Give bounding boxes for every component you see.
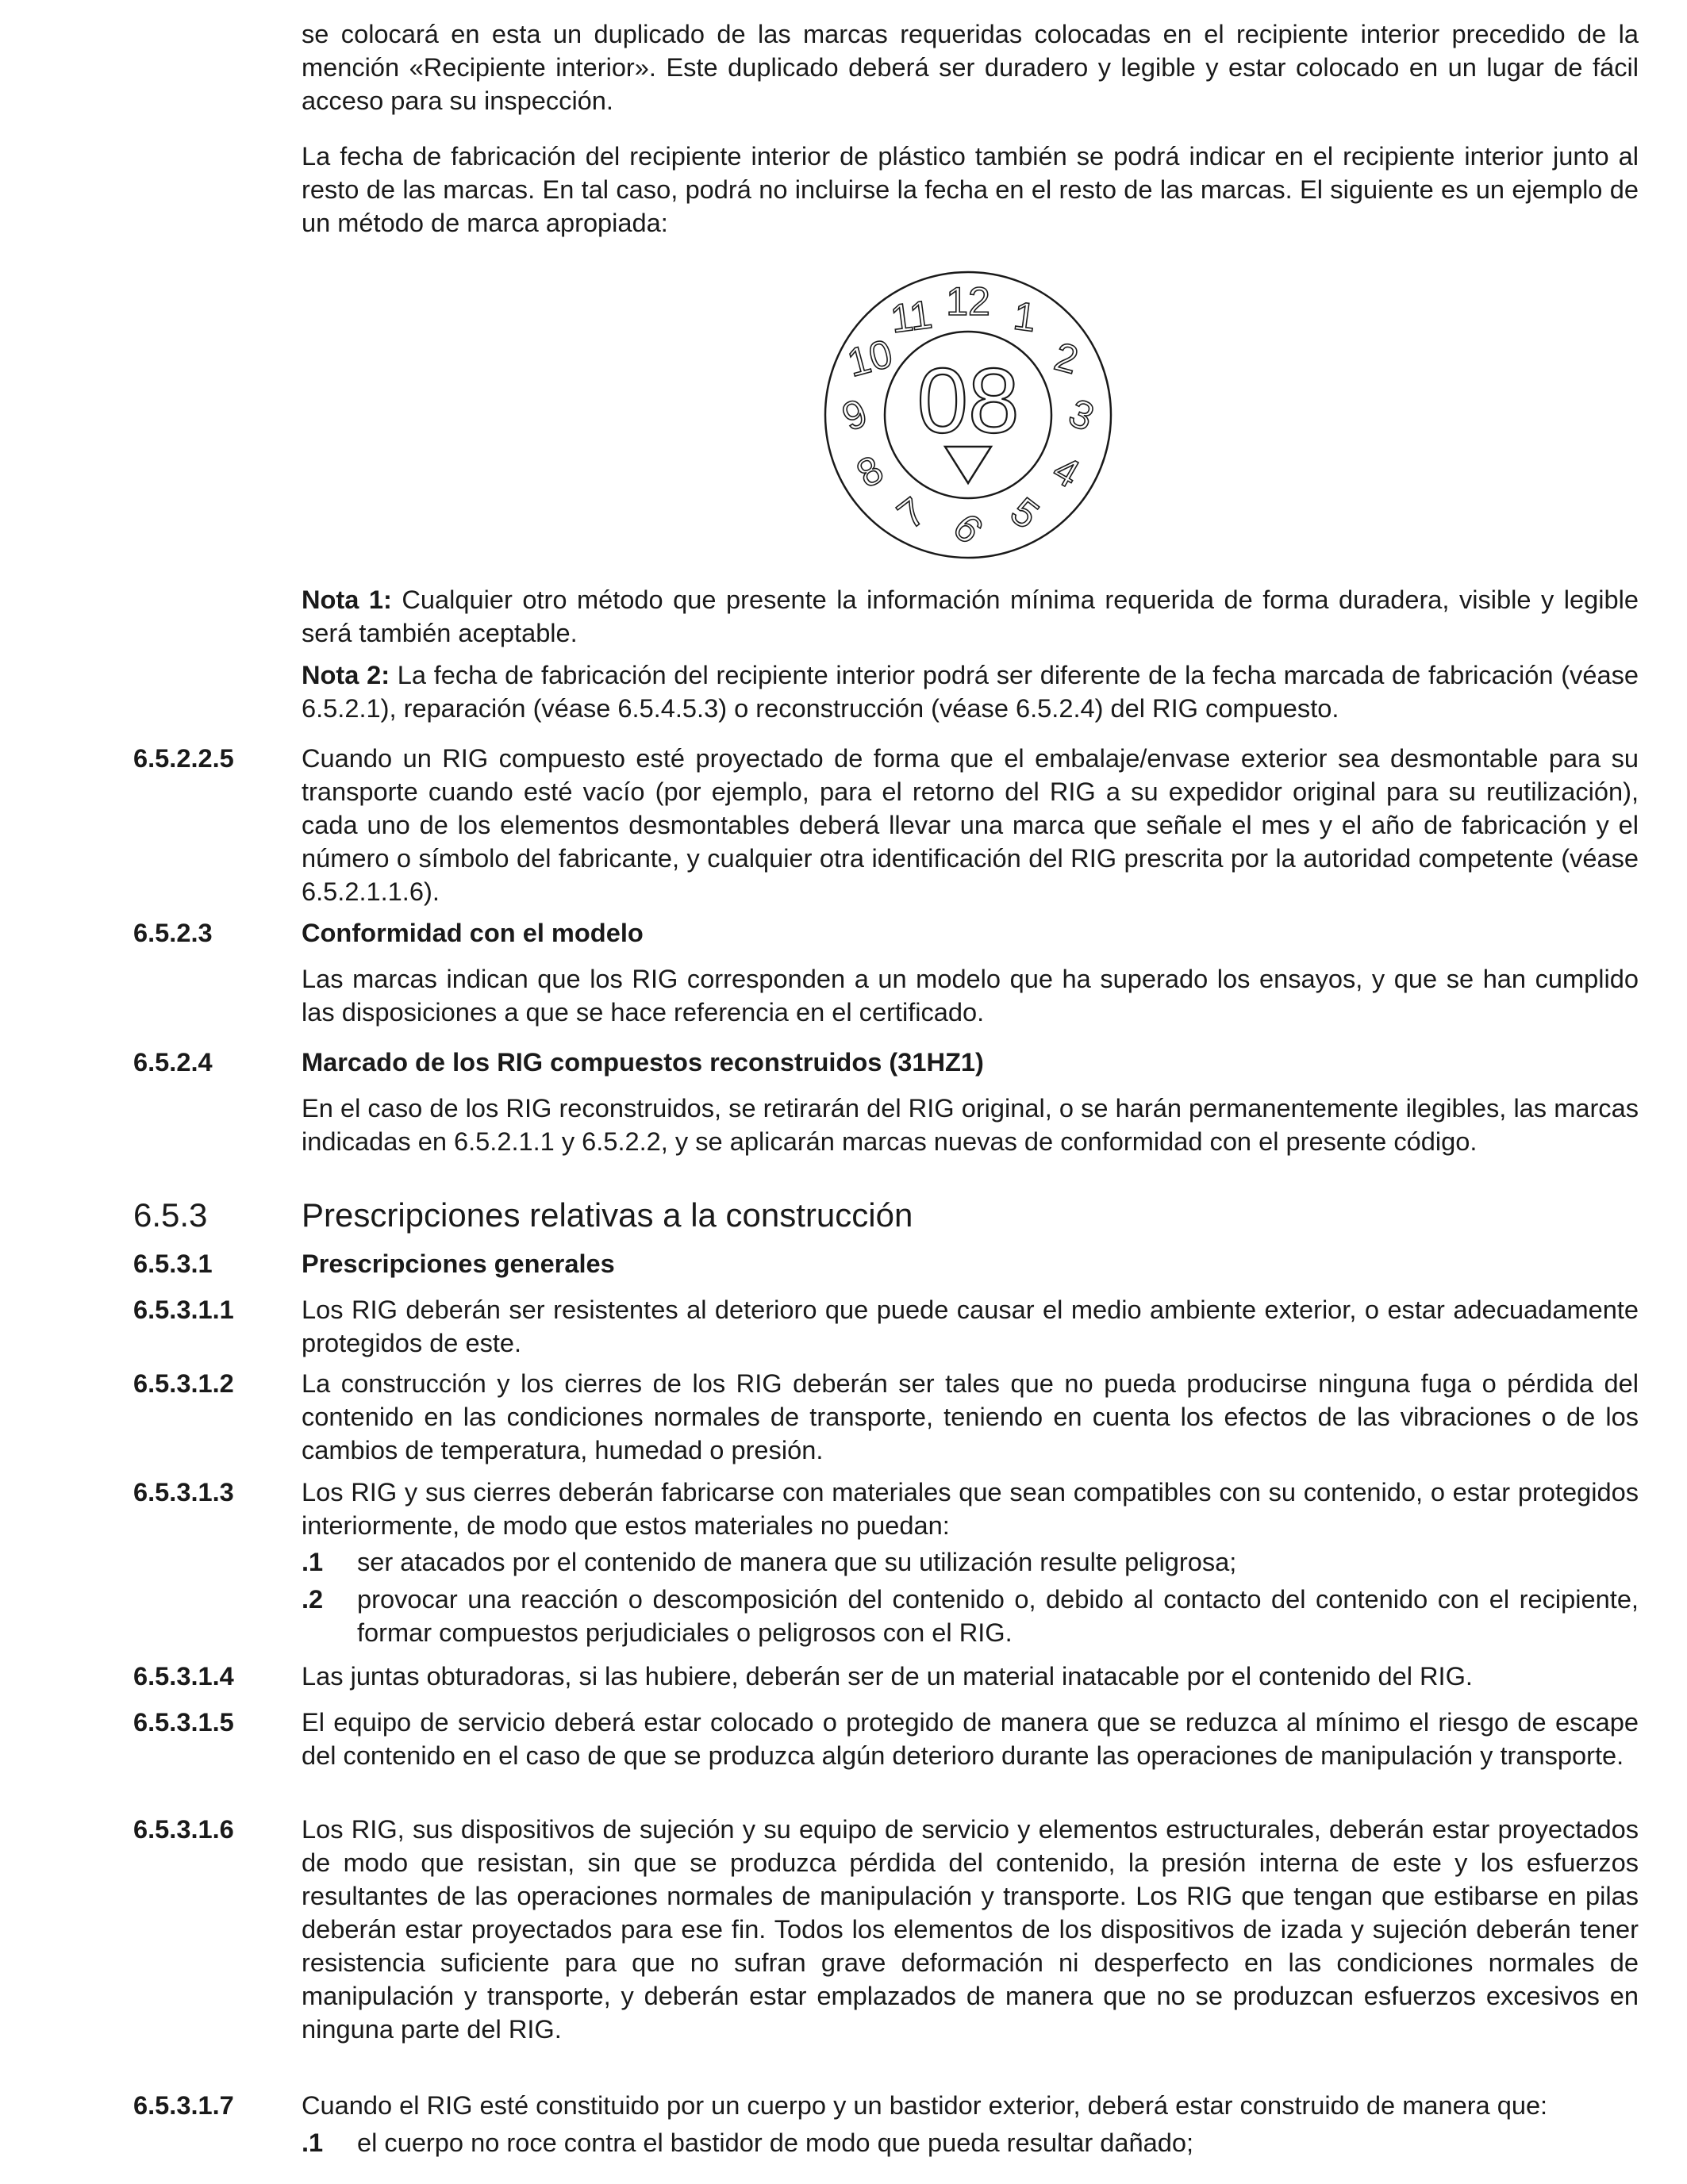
section-number: 6.5.3.1.3 [133,1477,234,1507]
section-number: 6.5.2.2.5 [133,743,234,773]
section-text: Cuando el RIG esté constituido por un cuerpo y un bastidor exterior, deberá estar construido de manera que: [302,2090,1548,2120]
section-text: El equipo de servicio deberá estar colocado o protegido de manera que se reduzca al mínimo el riesgo de escape del contenido en el caso de que se produzca algún deterioro durante las operaciones de manipulación y transporte. [302,1707,1639,1770]
note-1-text: Cualquier otro método que presente la información mínima requerida de forma duradera, visible y legible será también aceptable. [302,585,1639,647]
year-label: 08 [917,349,1020,452]
paragraph-duplicate-marks: se colocará en esta un duplicado de las marcas requeridas colocadas en el recipiente interior precedido de la mención «Recipiente interior». Este duplicado deberá ser duradero y legible y estar colocado en un lugar de fácil acceso para su inspección. [302,19,1639,115]
section-number: 6.5.2.3 [133,918,213,947]
note-2-label: Nota 2: [302,660,390,689]
month-numeral: 5 [1002,489,1047,538]
note-2 [302,658,1639,725]
list-item-text: provocar una reacción o descomposición del contenido o, debido al contacto del contenido con el recipiente, formar compuestos perjudiciales o peligrosos con el RIG. [357,1584,1639,1647]
chapter-title: Prescripciones relativas a la construcción [302,1196,913,1234]
section-text: Las juntas obturadoras, si las hubiere, deberán ser de un material inatacable por el contenido del RIG. [302,1661,1473,1691]
month-numeral: 10 [843,331,897,386]
month-numeral: 6 [944,505,992,552]
month-numeral: 2 [1050,333,1083,383]
section-number: 6.5.3.1.4 [133,1661,234,1691]
month-numeral: 9 [836,390,874,440]
section-number: 6.5.3.1.2 [133,1368,234,1398]
month-numeral: 8 [849,447,891,497]
section-number: 6.5.2.4 [133,1047,213,1077]
note-2-text: La fecha de fabricación del recipiente interior podrá ser diferente de la fecha marcada de fabricación (véase 6.5.2.1), reparación (véase 6.5.4.5.3) o reconstrucción (véase 6.5.2.4) del RIG compuesto. [302,660,1639,723]
section-number: 6.5.3.1 [133,1249,213,1278]
section-text: Cuando un RIG compuesto esté proyectado de forma que el embalaje/envase exterior sea desmontable para su transporte cuando esté vacío (por ejemplo, para el retorno del RIG a su expedidor original para su reutilización), cada uno de los elementos desmontables deberá llevar una marca que señale el mes y el año de fabricación y el número o símbolo del fabricante, y cualquier otra identificación del RIG prescrita por la autoridad competente (véase 6.5.2.1.1.6). [302,743,1639,906]
note-1 [302,583,1639,650]
month-numeral: 3 [1063,390,1101,440]
note-1-label: Nota 1: [302,585,392,614]
paragraph-manufacture-date: La fecha de fabricación del recipiente interior de plástico también se podrá indicar en el recipiente interior junto al resto de las marcas. En tal caso, podrá no incluirse la fecha en el resto de las marcas. El siguiente es un ejemplo de un método de marca apropiada: [302,141,1639,237]
section-text: Los RIG deberán ser resistentes al deterioro que puede causar el medio ambiente exterior, o estar adecuadamente protegidos de este. [302,1295,1639,1357]
section-text: Los RIG y sus cierres deberán fabricarse con materiales que sean compatibles con su contenido, o estar protegidos interiormente, de modo que estos materiales no puedan: [302,1477,1639,1540]
month-numeral: 4 [1045,447,1087,497]
section-title: Prescripciones generales [302,1249,615,1278]
section-title: Conformidad con el modelo [302,918,644,947]
date-clock-mark [805,256,1131,574]
list-item-number: .1 [302,1547,324,1576]
chapter-number: 6.5.3 [133,1196,208,1234]
section-number: 6.5.3.1.5 [133,1707,234,1737]
section-text: La construcción y los cierres de los RIG deberán ser tales que no pueda producirse ninguna fuga o pérdida del contenido en las condiciones normales de transporte, teniendo en cuenta los efectos de las vibraciones o de los cambios de temperatura, humedad o presión. [302,1368,1639,1464]
section-title: Marcado de los RIG compuestos reconstruidos (31HZ1) [302,1047,984,1077]
month-numeral: 7 [889,489,934,538]
section-number: 6.5.3.1.7 [133,2090,234,2120]
list-item-text: el cuerpo no roce contra el bastidor de modo que pueda resultar dañado; [357,2128,1194,2157]
list-item-text: ser atacados por el contenido de manera que su utilización resulte peligrosa; [357,1547,1237,1576]
section-number: 6.5.3.1.1 [133,1295,234,1324]
month-numeral: 1 [1011,293,1039,340]
section-number: 6.5.3.1.6 [133,1814,234,1844]
section-text: Las marcas indican que los RIG corresponden a un modelo que ha superado los ensayos, y que se han cumplido las disposiciones a que se hace referencia en el certificado. [302,964,1639,1027]
list-item-number: .1 [302,2128,324,2157]
section-text: En el caso de los RIG reconstruidos, se retirarán del RIG original, o se harán permanentemente ilegibles, las marcas indicadas en 6.5.2.1.1 y 6.5.2.2, y se aplicarán marcas nuevas de conformidad con el presente código. [302,1093,1639,1156]
list-item-number: .2 [302,1584,324,1614]
section-text: Los RIG, sus dispositivos de sujeción y su equipo de servicio y elementos estructurales, deberán estar proyectados de modo que resistan, sin que se produzca pérdida del contenido, la presión interna de este y los esfuerzos resultantes de las operaciones normales de manipulación y transporte. Los RIG que tengan que estibarse en pilas deberán estar proyectados para ese fin. Todos los elementos de los dispositivos de izada y sujeción deberán tener resistencia suficiente para que no sufran grave deformación ni desperfecto en las condiciones normales de manipulación y transporte, y deberán estar emplazados de manera que no se produzcan esfuerzos excesivos en ninguna parte del RIG. [302,1814,1639,2044]
month-numeral: 12 [946,279,990,324]
month-numeral: 11 [888,292,935,342]
